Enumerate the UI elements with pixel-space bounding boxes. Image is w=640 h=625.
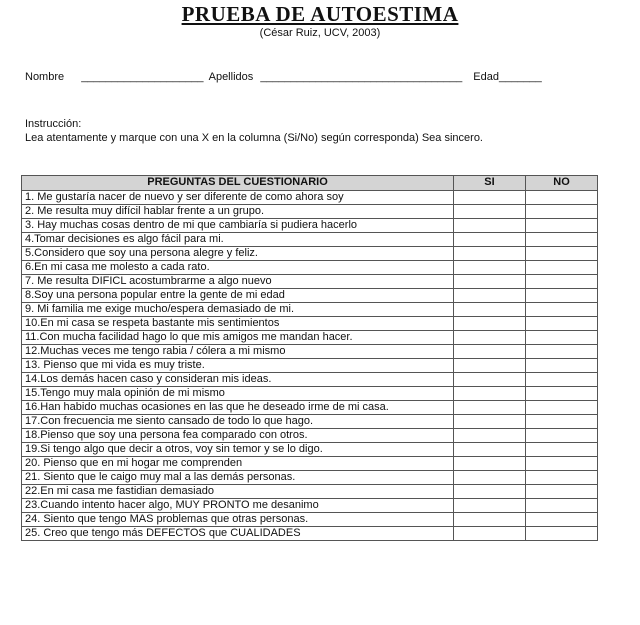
answer-si-cell[interactable] bbox=[454, 331, 526, 345]
question-text: 5.Considero que soy una persona alegre y feliz. bbox=[22, 247, 454, 261]
question-text: 25. Creo que tengo más DEFECTOS que CUALIDADES bbox=[22, 527, 454, 541]
question-text: 2. Me resulta muy difícil hablar frente a un grupo. bbox=[22, 205, 454, 219]
table-row bbox=[22, 261, 598, 275]
answer-si-cell[interactable] bbox=[454, 499, 526, 513]
document-title: PRUEBA DE AUTOESTIMA bbox=[181, 2, 459, 26]
answer-si-cell[interactable] bbox=[454, 345, 526, 359]
answer-si-cell[interactable] bbox=[454, 401, 526, 415]
answer-no-cell[interactable] bbox=[526, 219, 598, 233]
answer-si-cell[interactable] bbox=[454, 205, 526, 219]
question-text: 3. Hay muchas cosas dentro de mi que cambiaría si pudiera hacerlo bbox=[22, 219, 454, 233]
table-row bbox=[22, 401, 598, 415]
table-row bbox=[22, 485, 598, 499]
answer-si-cell[interactable] bbox=[454, 359, 526, 373]
answer-no-cell[interactable] bbox=[526, 275, 598, 289]
question-text: 13. Pienso que mi vida es muy triste. bbox=[22, 359, 454, 373]
answer-no-cell[interactable] bbox=[526, 233, 598, 247]
header-preguntas: PREGUNTAS DEL CUESTIONARIO bbox=[22, 176, 454, 191]
question-text: 4.Tomar decisiones es algo fácil para mi. bbox=[22, 233, 454, 247]
answer-no-cell[interactable] bbox=[526, 485, 598, 499]
table-row bbox=[22, 429, 598, 443]
answer-no-cell[interactable] bbox=[526, 401, 598, 415]
answer-si-cell[interactable] bbox=[454, 471, 526, 485]
table-row bbox=[22, 247, 598, 261]
question-text: 10.En mi casa se respeta bastante mis sentimientos bbox=[22, 317, 454, 331]
answer-no-cell[interactable] bbox=[526, 513, 598, 527]
answer-no-cell[interactable] bbox=[526, 471, 598, 485]
answer-si-cell[interactable] bbox=[454, 303, 526, 317]
instruction-label: Instrucción: bbox=[25, 118, 82, 130]
answer-no-cell[interactable] bbox=[526, 429, 598, 443]
table-row bbox=[22, 191, 598, 205]
answer-no-cell[interactable] bbox=[526, 373, 598, 387]
table-row bbox=[22, 275, 598, 289]
answer-si-cell[interactable] bbox=[454, 513, 526, 527]
answer-no-cell[interactable] bbox=[526, 261, 598, 275]
personal-data-fields bbox=[25, 71, 585, 83]
table-row bbox=[22, 443, 598, 457]
question-text: 6.En mi casa me molesto a cada rato. bbox=[22, 261, 454, 275]
answer-no-cell[interactable] bbox=[526, 457, 598, 471]
answer-no-cell[interactable] bbox=[526, 191, 598, 205]
question-text: 15.Tengo muy mala opinión de mi mismo bbox=[22, 387, 454, 401]
answer-no-cell[interactable] bbox=[526, 317, 598, 331]
table-row bbox=[22, 387, 598, 401]
answer-si-cell[interactable] bbox=[454, 219, 526, 233]
table-row bbox=[22, 359, 598, 373]
table-row bbox=[22, 373, 598, 387]
answer-si-cell[interactable] bbox=[454, 289, 526, 303]
answer-si-cell[interactable] bbox=[454, 233, 526, 247]
question-text: 16.Han habido muchas ocasiones en las que he deseado irme de mi casa. bbox=[22, 401, 454, 415]
answer-no-cell[interactable] bbox=[526, 345, 598, 359]
questionnaire-table bbox=[21, 175, 598, 541]
table-row bbox=[22, 499, 598, 513]
answer-no-cell[interactable] bbox=[526, 289, 598, 303]
answer-si-cell[interactable] bbox=[454, 387, 526, 401]
answer-si-cell[interactable] bbox=[454, 317, 526, 331]
answer-si-cell[interactable] bbox=[454, 457, 526, 471]
answer-si-cell[interactable] bbox=[454, 527, 526, 541]
question-text: 1. Me gustaría nacer de nuevo y ser diferente de como ahora soy bbox=[22, 191, 454, 205]
table-row bbox=[22, 289, 598, 303]
question-text: 20. Pienso que en mi hogar me comprenden bbox=[22, 457, 454, 471]
table-row bbox=[22, 219, 598, 233]
question-text: 24. Siento que tengo MAS problemas que otras personas. bbox=[22, 513, 454, 527]
answer-no-cell[interactable] bbox=[526, 387, 598, 401]
answer-si-cell[interactable] bbox=[454, 485, 526, 499]
table-row bbox=[22, 527, 598, 541]
question-text: 22.En mi casa me fastidian demasiado bbox=[22, 485, 454, 499]
answer-no-cell[interactable] bbox=[526, 499, 598, 513]
question-text: 17.Con frecuencia me siento cansado de todo lo que hago. bbox=[22, 415, 454, 429]
answer-si-cell[interactable] bbox=[454, 275, 526, 289]
question-text: 9. Mi familia me exige mucho/espera demasiado de mi. bbox=[22, 303, 454, 317]
answer-si-cell[interactable] bbox=[454, 443, 526, 457]
table-row bbox=[22, 233, 598, 247]
edad-label: Edad bbox=[473, 71, 499, 83]
nombre-line[interactable]: ____________________ bbox=[81, 71, 204, 83]
answer-si-cell[interactable] bbox=[454, 415, 526, 429]
nombre-label: Nombre bbox=[25, 71, 65, 83]
question-text: 11.Con mucha facilidad hago lo que mis amigos me mandan hacer. bbox=[22, 331, 454, 345]
table-row bbox=[22, 415, 598, 429]
answer-si-cell[interactable] bbox=[454, 261, 526, 275]
question-text: 7. Me resulta DIFICL acostumbrarme a algo nuevo bbox=[22, 275, 454, 289]
document-subtitle: (César Ruiz, UCV, 2003) bbox=[259, 27, 381, 39]
answer-no-cell[interactable] bbox=[526, 247, 598, 261]
table-row bbox=[22, 345, 598, 359]
table-row bbox=[22, 513, 598, 527]
answer-no-cell[interactable] bbox=[526, 527, 598, 541]
table-row bbox=[22, 205, 598, 219]
instruction-text: Lea atentamente y marque con una X en la columna (Si/No) según corresponda) Sea sincero. bbox=[25, 132, 483, 144]
table-row bbox=[22, 303, 598, 317]
answer-no-cell[interactable] bbox=[526, 303, 598, 317]
table-row bbox=[22, 317, 598, 331]
header-no: NO bbox=[526, 176, 598, 191]
header-si: SI bbox=[454, 176, 526, 191]
question-text: 18.Pienso que soy una persona fea comparado con otros. bbox=[22, 429, 454, 443]
answer-si-cell[interactable] bbox=[454, 191, 526, 205]
answer-si-cell[interactable] bbox=[454, 373, 526, 387]
answer-no-cell[interactable] bbox=[526, 359, 598, 373]
answer-no-cell[interactable] bbox=[526, 443, 598, 457]
answer-si-cell[interactable] bbox=[454, 429, 526, 443]
table-row bbox=[22, 331, 598, 345]
question-text: 21. Siento que le caigo muy mal a las demás personas. bbox=[22, 471, 454, 485]
table-header-row bbox=[22, 176, 598, 191]
edad-line[interactable]: _______ bbox=[498, 71, 542, 83]
question-text: 8.Soy una persona popular entre la gente de mi edad bbox=[22, 289, 454, 303]
question-text: 23.Cuando intento hacer algo, MUY PRONTO me desanimo bbox=[22, 499, 454, 513]
question-text: 14.Los demás hacen caso y consideran mis ideas. bbox=[22, 373, 454, 387]
question-text: 12.Muchas veces me tengo rabia / cólera a mi mismo bbox=[22, 345, 454, 359]
table-row bbox=[22, 471, 598, 485]
question-text: 19.Si tengo algo que decir a otros, voy sin temor y se lo digo. bbox=[22, 443, 454, 457]
instruction-block bbox=[25, 117, 570, 145]
table-row bbox=[22, 457, 598, 471]
apellidos-label: Apellidos bbox=[208, 71, 254, 83]
answer-no-cell[interactable] bbox=[526, 331, 598, 345]
answer-no-cell[interactable] bbox=[526, 205, 598, 219]
apellidos-line[interactable]: _________________________________ bbox=[260, 71, 463, 83]
answer-no-cell[interactable] bbox=[526, 415, 598, 429]
answer-si-cell[interactable] bbox=[454, 247, 526, 261]
